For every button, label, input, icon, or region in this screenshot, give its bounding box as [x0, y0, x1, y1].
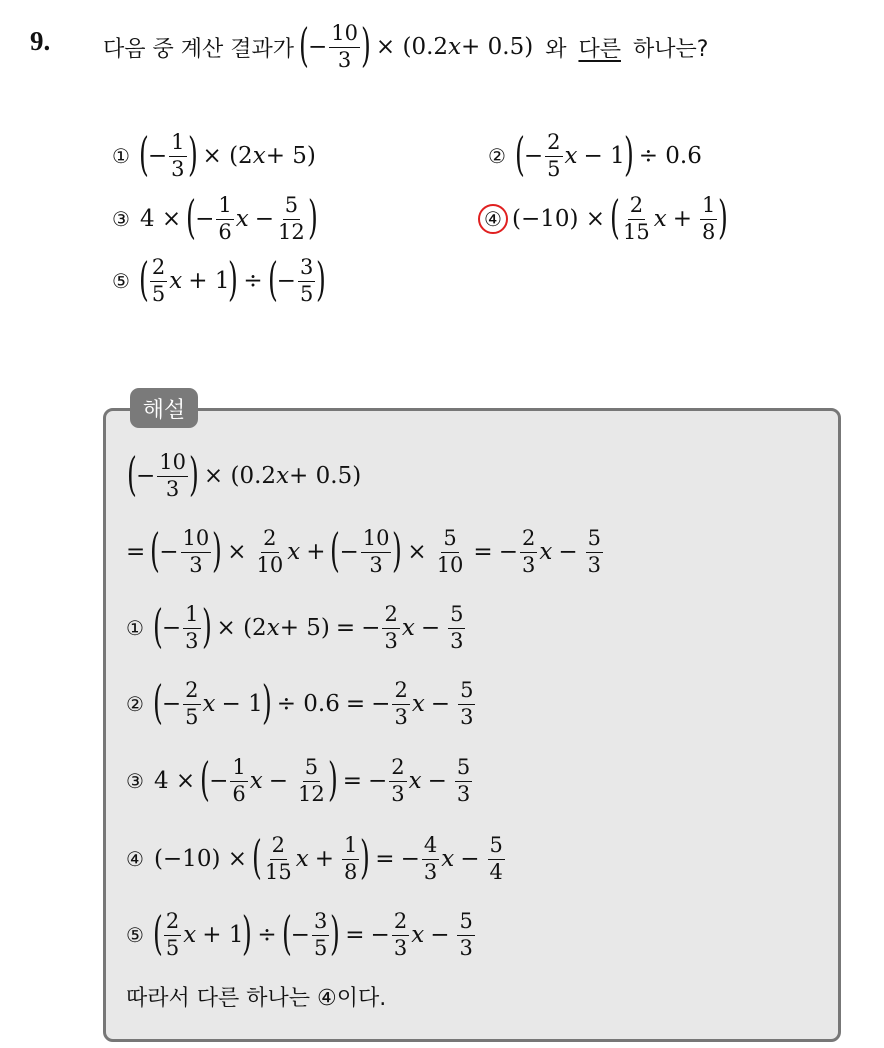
fraction: $\frac{2}{3}$	[393, 909, 408, 960]
fraction: $\frac{5}{4}$	[489, 833, 503, 884]
solution-line: ( − $\frac{10}{3}$ ) × (0.2 x + 0.5)	[127, 447, 362, 501]
solution-line: ⑤ ( $\frac{2}{5}$ x + 1 ) ÷ ( − $\frac{3}{5}$ ) = − $\frac{2}{3}$ x − $\frac{5}{3}$	[126, 906, 473, 960]
solution-line: ④ (−10) × ( $\frac{2}{15}$ x + $\frac{1}{8}$ ) = − $\frac{4}{3}$ x − $\frac{5}{4}$	[126, 830, 503, 884]
choice-2[interactable]: ② ( − $\frac{2}{5}$ x − 1 ) ÷ 0.6	[488, 127, 702, 181]
fraction: $\frac{5}{12}$	[278, 193, 305, 244]
choice-5-marker: ⑤	[112, 269, 130, 293]
fraction: $\frac{4}{3}$	[423, 833, 438, 884]
fraction: $\frac{5}{3}$	[460, 678, 474, 729]
fraction: $\frac{5}{10}$	[436, 526, 464, 577]
fraction: $\frac{1}{6}$	[232, 755, 246, 806]
fraction: $\frac{2}{15}$	[623, 193, 650, 244]
underlined-keyword: 다른	[578, 36, 621, 62]
fraction: $\frac{5}{3}$	[450, 602, 464, 653]
fraction: $\frac{2}{3}$	[521, 526, 536, 577]
fraction: $\frac{1}{8}$	[343, 833, 358, 884]
choice-3[interactable]: ③ 4 × ( − $\frac{1}{6}$ x − $\frac{5}{12}$ )	[112, 190, 318, 244]
fraction: $\frac{5}{3}$	[456, 755, 471, 806]
fraction: $\frac{2}{3}$	[394, 678, 408, 729]
question-text: 다음 중 계산 결과가 ( − $\frac{10}{3}$ ) × (0.2 x + 0.5) 와 다른 하나는?	[103, 18, 709, 72]
choice-1-marker: ①	[112, 144, 130, 168]
question-number: 9.	[30, 26, 51, 56]
choice-4-marker: ④	[484, 207, 502, 231]
fraction: $\frac{2}{5}$	[547, 130, 561, 181]
fraction: $\frac{10}{3}$	[331, 21, 358, 72]
fraction: $\frac{10}{3}$	[362, 526, 390, 577]
choice-1[interactable]: ① ( − $\frac{1}{3}$ ) × (2 x + 5)	[112, 127, 316, 181]
fraction: $\frac{2}{5}$	[165, 909, 180, 960]
fraction: $\frac{1}{3}$	[185, 602, 199, 653]
question-text-before: 다음 중 계산 결과가	[103, 36, 294, 62]
fraction: $\frac{2}{3}$	[384, 602, 398, 653]
fraction: $\frac{5}{3}$	[459, 909, 473, 960]
answer-circle-mark	[478, 204, 508, 234]
fraction: $\frac{2}{15}$	[264, 833, 292, 884]
choice-4[interactable]: ④ (−10) × ( $\frac{2}{15}$ x + $\frac{1}{8}$ )	[478, 190, 727, 248]
fraction: $\frac{10}{3}$	[159, 450, 186, 501]
choice-5[interactable]: ⑤ ( $\frac{2}{5}$ x + 1 ) ÷ ( − $\frac{3}{5}$ )	[112, 252, 327, 306]
solution-line: ② ( − $\frac{2}{5}$ x − 1 ) ÷ 0.6 = − $\frac{2}{3}$ x − $\frac{5}{3}$	[126, 675, 474, 729]
fraction: $\frac{10}{3}$	[182, 526, 210, 577]
solution-label: 해설	[130, 388, 198, 428]
fraction: $\frac{1}{6}$	[218, 193, 232, 244]
fraction: $\frac{5}{12}$	[298, 755, 325, 806]
solution-line: ① ( − $\frac{1}{3}$ ) × (2 x + 5) = − $\frac{2}{3}$ x − $\frac{5}{3}$	[126, 599, 464, 653]
fraction: $\frac{2}{10}$	[256, 526, 284, 577]
choice-3-marker: ③	[112, 207, 130, 231]
fraction: $\frac{5}{3}$	[587, 526, 601, 577]
solution-line: = ( − $\frac{10}{3}$ ) × $\frac{2}{10}$ x + ( − $\frac{10}{3}$ ) × $\frac{5}{10}$ = − $\frac{2}{3}$ x − $\frac{5}{3}$	[126, 523, 601, 577]
fraction: $\frac{1}{8}$	[702, 193, 716, 244]
solution-line: ③ 4 × ( − $\frac{1}{6}$ x − $\frac{5}{12}$ ) = − $\frac{2}{3}$ x − $\frac{5}{3}$	[126, 752, 471, 806]
fraction: $\frac{3}{5}$	[299, 255, 314, 306]
solution-conclusion: 따라서 다른 하나는 ④이다.	[126, 985, 387, 1011]
fraction: $\frac{2}{5}$	[185, 678, 199, 729]
fraction: $\frac{1}{3}$	[171, 130, 185, 181]
choice-2-marker: ②	[488, 144, 506, 168]
fraction: $\frac{2}{3}$	[391, 755, 405, 806]
fraction: $\frac{3}{5}$	[313, 909, 328, 960]
fraction: $\frac{2}{5}$	[151, 255, 166, 306]
